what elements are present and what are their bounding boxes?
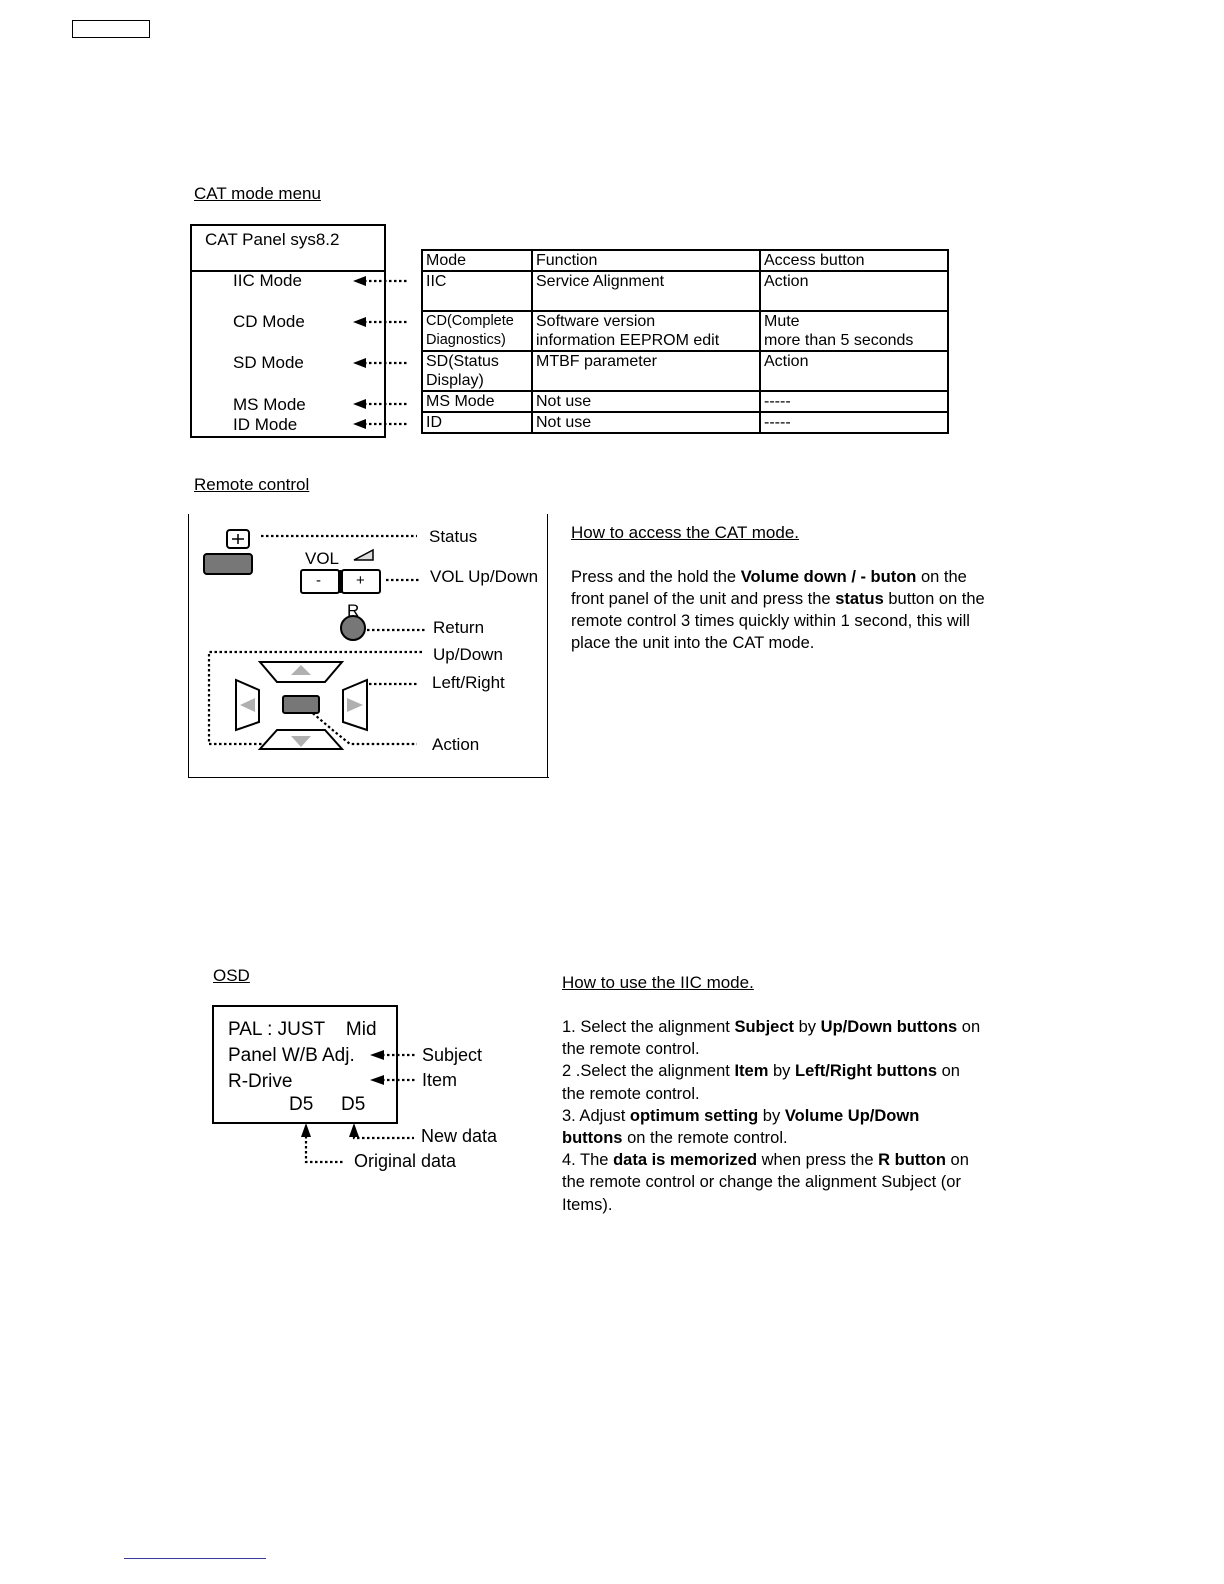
panel-item-cd: CD Mode xyxy=(233,312,305,331)
access-text-1: Press and the hold the xyxy=(571,568,741,586)
access-heading: How to access the CAT mode. xyxy=(571,523,800,542)
cell-line: Display) xyxy=(426,372,484,389)
access-text-2: on the front panel of the unit and press the xyxy=(571,568,967,608)
step-text: 1. Select the alignment xyxy=(562,1018,735,1036)
table-header-row xyxy=(422,250,948,271)
front-panel-button-icon xyxy=(204,554,252,574)
osd-line-2: Panel W/B Adj. xyxy=(228,1045,355,1066)
step-bold: data is memorized xyxy=(613,1151,758,1170)
step-text: 4. The xyxy=(562,1151,614,1170)
cell-function: Not use xyxy=(532,391,760,412)
access-bold-1: Volume down / - buton xyxy=(740,568,917,586)
panel-item-id: ID Mode xyxy=(233,415,298,434)
remote-frame-right xyxy=(547,514,548,778)
step-bold: Up/Down buttons xyxy=(820,1018,958,1036)
cell-mode: ID xyxy=(422,412,532,433)
action-button-icon xyxy=(283,696,319,713)
osd-item-label: Item xyxy=(422,1070,458,1090)
cat-mode-table xyxy=(421,249,949,434)
panel-item-ms: MS Mode xyxy=(233,395,306,414)
volume-wedge-icon xyxy=(354,550,373,560)
osd-subject-label: Subject xyxy=(422,1045,483,1065)
cell-line: Diagnostics) xyxy=(426,332,506,348)
step-bold: Subject xyxy=(734,1018,795,1036)
footer-link-line xyxy=(124,1558,266,1559)
cell-line: SD(Status xyxy=(426,353,499,370)
cell-function: MTBF parameter xyxy=(532,351,760,391)
iic-step-4 xyxy=(562,1149,982,1216)
iic-steps xyxy=(562,1016,982,1216)
cell-access xyxy=(760,311,948,351)
table-row xyxy=(422,412,948,433)
step-text: when press the xyxy=(757,1151,879,1170)
step-text: 3. Adjust xyxy=(562,1106,630,1125)
left-right-label: Left/Right xyxy=(432,673,505,692)
panel-arrows xyxy=(350,270,412,435)
osd-heading: OSD xyxy=(213,966,250,985)
status-label: Status xyxy=(429,527,478,546)
header-mode: Mode xyxy=(422,250,532,271)
cell-mode xyxy=(422,351,532,391)
return-label: Return xyxy=(433,618,485,637)
panel-item-iic: IIC Mode xyxy=(233,271,302,290)
header-access-button: Access button xyxy=(760,250,948,271)
remote-frame-bottom xyxy=(188,777,549,778)
access-paragraph xyxy=(571,566,1001,654)
step-text: 2 .Select the alignment xyxy=(562,1062,735,1081)
vol-up-down-label: VOL Up/Down xyxy=(430,567,539,586)
cell-access: Action xyxy=(760,271,948,311)
cell-access: Action xyxy=(760,351,948,391)
step-text: on the remote control. xyxy=(562,1018,981,1059)
vol-plus-label: + xyxy=(356,572,365,589)
vol-minus-label: - xyxy=(316,572,321,589)
remote-frame-left xyxy=(188,514,189,778)
step-bold: Left/Right buttons xyxy=(794,1062,938,1081)
cell-function xyxy=(532,311,760,351)
cell-function: Service Alignment xyxy=(532,271,760,311)
access-bold-2: status xyxy=(835,590,884,608)
header-function: Function xyxy=(532,250,760,271)
step-text: on the remote control or change the alignment Subject (or Items). xyxy=(562,1151,969,1214)
iic-heading: How to use the IIC mode. xyxy=(562,973,754,992)
remote-heading: Remote control xyxy=(194,475,310,494)
step-text: on the remote control. xyxy=(622,1129,788,1148)
panel-item-sd: SD Mode xyxy=(233,353,304,372)
step-bold: Item xyxy=(734,1062,769,1081)
osd-new-value: D5 xyxy=(341,1094,366,1115)
step-bold: optimum setting xyxy=(629,1106,759,1125)
access-text-3: button on the remote control 3 times quickly within 1 second, this will place the unit into the CAT mode. xyxy=(571,590,985,652)
cell-mode xyxy=(422,311,532,351)
iic-step-2 xyxy=(562,1060,982,1104)
step-text: by xyxy=(794,1018,821,1036)
cat-menu-heading: CAT mode menu xyxy=(194,184,321,203)
cell-line: Mute xyxy=(764,313,800,330)
cell-mode: MS Mode xyxy=(422,391,532,412)
table-row xyxy=(422,271,948,311)
step-bold: R button xyxy=(878,1151,946,1170)
table-row xyxy=(422,351,948,391)
table-row xyxy=(422,391,948,412)
step-text: on the remote control. xyxy=(562,1062,960,1103)
up-down-label: Up/Down xyxy=(433,645,503,664)
osd-line-1: PAL : JUST Mid xyxy=(228,1019,377,1040)
step-bold: Volume Up/Down buttons xyxy=(562,1106,920,1148)
header-box xyxy=(72,20,150,38)
cell-line: Software version xyxy=(536,313,656,330)
cell-access: ----- xyxy=(760,412,948,433)
action-label: Action xyxy=(432,735,480,754)
osd-line-3: R-Drive xyxy=(228,1071,293,1092)
return-r-label: R xyxy=(347,601,360,620)
osd-new-data-label: New data xyxy=(421,1126,498,1146)
cell-line: CD(Complete xyxy=(426,313,514,329)
step-text: by xyxy=(758,1106,785,1125)
osd-original-value: D5 xyxy=(289,1094,314,1115)
step-text: by xyxy=(768,1062,795,1081)
osd-original-data-label: Original data xyxy=(354,1151,457,1171)
cell-line: more than 5 seconds xyxy=(764,332,914,349)
vol-label: VOL xyxy=(305,549,340,568)
table-row xyxy=(422,311,948,351)
cell-line: information EEPROM edit xyxy=(536,332,720,349)
cell-access: ----- xyxy=(760,391,948,412)
cell-function: Not use xyxy=(532,412,760,433)
iic-step-1 xyxy=(562,1016,982,1060)
cell-mode: IIC xyxy=(422,271,532,311)
iic-step-3 xyxy=(562,1105,982,1149)
cat-panel-title: CAT Panel sys8.2 xyxy=(205,230,340,249)
